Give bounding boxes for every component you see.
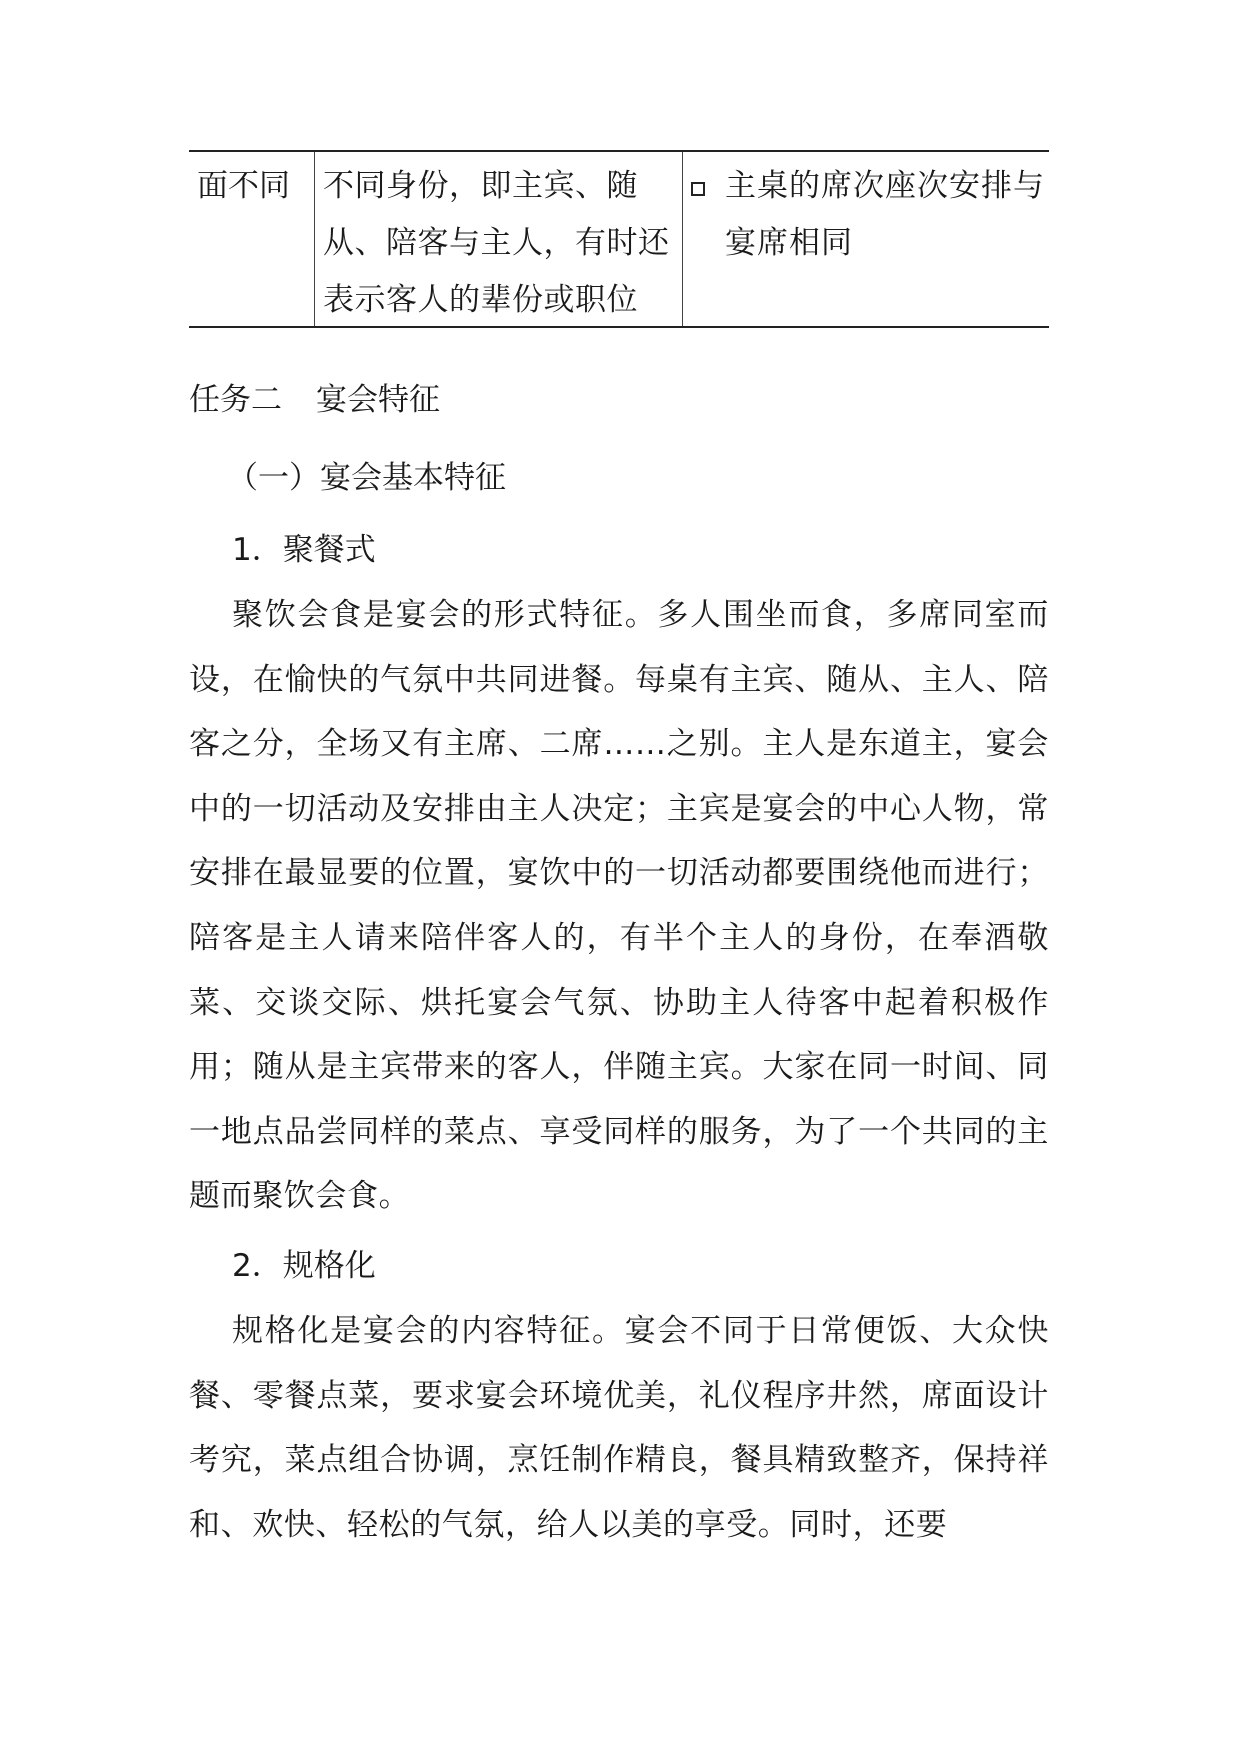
table-cell-banquet: 不同身份，即主宾、随从、陪客与主人，有时还表示客人的辈份或职位 <box>315 152 683 326</box>
table-cell-meal <box>683 152 1049 326</box>
item-heading-1: 1．聚餐式 <box>232 532 376 568</box>
paragraph-1: 聚饮会食是宴会的形式特征。多人围坐而食，多席同室而设，在愉快的气氛中共同进餐。每桌有主宾、随从、主人、陪客之分，全场又有主席、二席……之别。主人是东道主，宴会中的一切活动及安排由主人决定；主宾是宴会的中心人物，常安排在最显要的位置，宴饮中的一切活动都要围绕他而进行；陪客是主人请来陪伴客人的，有半个主人的身份，在奉酒敬菜、交谈交际、烘托宴会气氛、协助主人待客中起着积极作用；随从是主宾带来的客人，伴随主宾。大家在同一时间、同一地点品尝同样的菜点、享受同样的服务，为了一个共同的主题而聚饮会食。 <box>189 597 1049 1215</box>
paragraph-2: 规格化是宴会的内容特征。宴会不同于日常便饭、大众快餐、零餐点菜，要求宴会环境优美，礼仪程序井然，席面设计考究，菜点组合协调，烹饪制作精良，餐具精致整齐，保持祥和、欢快、轻松的气氛，给人以美的享受。同时，还要 <box>189 1313 1049 1543</box>
task-label: 任务二 <box>189 382 282 418</box>
item-heading-2: 2．规格化 <box>232 1248 376 1284</box>
comparison-table <box>189 150 1049 328</box>
table-cell-meal-text: 主桌的席次座次安排与宴席相同 <box>725 168 1045 261</box>
checkbox-bullet-icon <box>691 182 705 196</box>
task-title: 宴会特征 <box>316 382 440 418</box>
table-cell-aspect: 面不同 <box>189 152 315 326</box>
subsection-heading: （一）宴会基本特征 <box>227 460 506 496</box>
task-heading <box>189 380 440 420</box>
